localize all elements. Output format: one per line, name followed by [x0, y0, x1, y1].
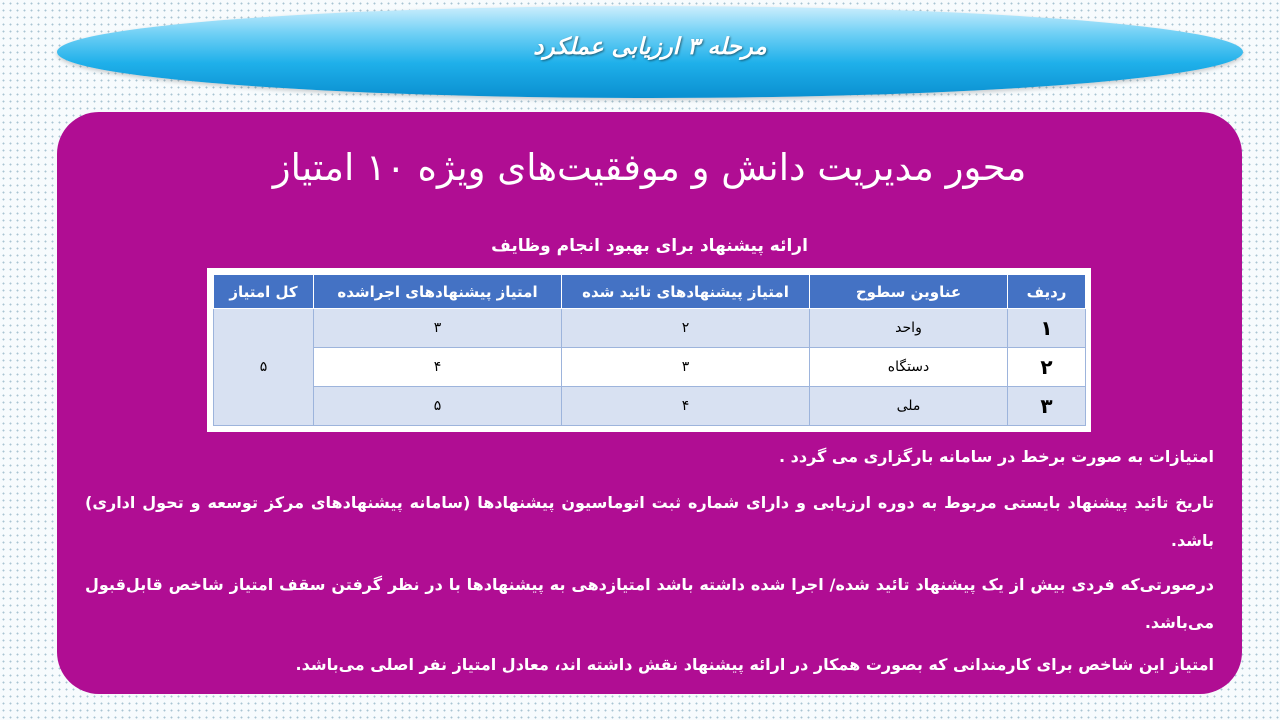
total-score-cell: ۵ — [214, 309, 314, 426]
note-collaborator-score: امتیاز این شاخص برای کارمندانی که بصورت همکار در ارائه پیشنهاد نقش داشته اند، معادل امتیاز نفر اصلی می‌باشد. — [295, 655, 1214, 674]
score-table-container — [207, 268, 1091, 432]
table-row — [214, 387, 1086, 426]
main-title: محور مدیریت دانش و موفقیت‌های ویژه ۱۰ امتیاز — [272, 146, 1027, 189]
note-online-upload: امتیازات به صورت برخط در سامانه بارگزاری می گردد . — [779, 447, 1214, 466]
table-header-row — [214, 275, 1086, 309]
row-number: ۳ — [1008, 387, 1086, 426]
header-implemented-score: امتیاز پیشنهادهای اجراشده — [314, 275, 562, 309]
table-caption: ارائه پیشنهاد برای بهبود انجام وظایف — [491, 236, 808, 256]
banner-title: مرحله ۳ ارزیابی عملکرد — [533, 33, 767, 60]
approved-score-cell: ۴ — [562, 387, 810, 426]
header-total-score: کل امتیاز — [214, 275, 314, 309]
score-table — [213, 274, 1086, 426]
header-banner — [57, 6, 1243, 98]
table-row — [214, 348, 1086, 387]
row-number: ۱ — [1008, 309, 1086, 348]
row-number: ۲ — [1008, 348, 1086, 387]
approved-score-cell: ۲ — [562, 309, 810, 348]
header-approved-score: امتیاز پیشنهادهای تائید شده — [562, 275, 810, 309]
approved-score-cell: ۳ — [562, 348, 810, 387]
header-level-titles: عناوین سطوح — [810, 275, 1008, 309]
table-row — [214, 309, 1086, 348]
level-cell: ملی — [810, 387, 1008, 426]
implemented-score-cell: ۴ — [314, 348, 562, 387]
implemented-score-cell: ۳ — [314, 309, 562, 348]
level-cell: واحد — [810, 309, 1008, 348]
content-panel — [57, 112, 1242, 694]
header-row-number: ردیف — [1008, 275, 1086, 309]
implemented-score-cell: ۵ — [314, 387, 562, 426]
note-approval-date: تاریخ تائید پیشنهاد بایستی مربوط به دوره ارزیابی و دارای شماره ثبت اتوماسیون پیشنهادها (سامانه پیشنهادهای مرکز توسعه و تحول اداری) باشد. — [85, 493, 1214, 550]
level-cell: دستگاه — [810, 348, 1008, 387]
note-multiple-suggestions: درصورتی‌که فردی بیش از یک پیشنهاد تائید شده/ اجرا شده داشته باشد امتیازدهی به پیشنهادها با در نظر گرفتن سقف امتیاز شاخص قابل‌قبول می‌باشد. — [85, 575, 1214, 632]
